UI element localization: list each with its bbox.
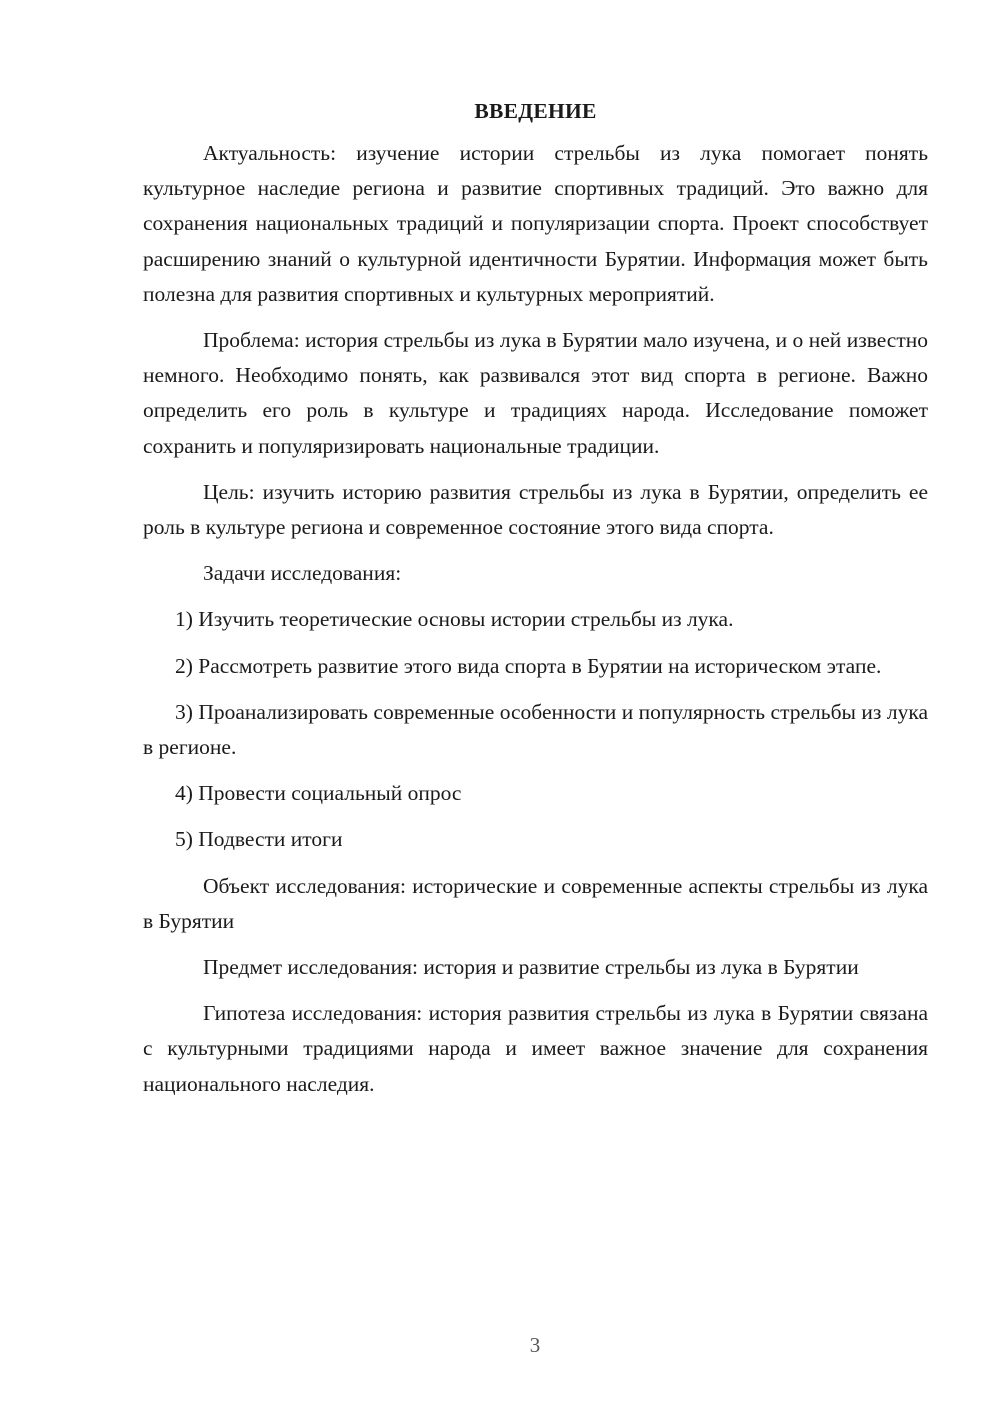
subject-paragraph: Предмет исследования: история и развитие стрельбы из лука в Бурятии xyxy=(203,955,859,980)
object-paragraph: Объект исследования: исторические и современные аспекты стрельбы из лука в Бурятии xyxy=(143,873,928,933)
task-item-4: 4) Провести социальный опрос xyxy=(175,781,462,806)
task-item-2: 2) Рассмотреть развитие этого вида спорта в Бурятии на историческом этапе. xyxy=(175,653,882,678)
hypothesis-paragraph: Гипотеза исследования: история развития стрельбы из лука в Бурятии связана с культурными традициями народа и имеет важное значение для сохранения национального наследия. xyxy=(143,1001,928,1096)
tasks-heading: Задачи исследования: xyxy=(203,561,402,586)
section-heading: ВВЕДЕНИЕ xyxy=(474,99,597,123)
problem-paragraph: Проблема: история стрельбы из лука в Бурятии мало изучена, и о ней известно немного. Необходимо понять, как развивался этот вид спорта в регионе. Важно определить его роль в культуре и традициях народа. Исследование поможет сохранить и популяризировать национальные традиции. xyxy=(143,328,928,458)
task-item-5: 5) Подвести итоги xyxy=(175,827,343,852)
task-item-3: 3) Проанализировать современные особенности и популярность стрельбы из лука в регионе. xyxy=(143,699,928,760)
goal-paragraph: Цель: изучить историю развития стрельбы из лука в Бурятии, определить ее роль в культуре региона и современное состояние этого вида спорта. xyxy=(143,479,928,540)
relevance-paragraph: Актуальность: изучение истории стрельбы из лука помогает понять культурное наследие региона и развитие спортивных традиций. Это важно для сохранения национальных традиций и популяризации спорта. Проект способствует расширению знаний о культурной идентичности Бурятии. Информация может быть полезна для развития спортивных и культурных мероприятий. xyxy=(143,141,928,306)
page-number: 3 xyxy=(529,1333,541,1357)
task-item-1: 1) Изучить теоретические основы истории стрельбы из лука. xyxy=(175,607,734,632)
document-page xyxy=(143,96,928,1113)
